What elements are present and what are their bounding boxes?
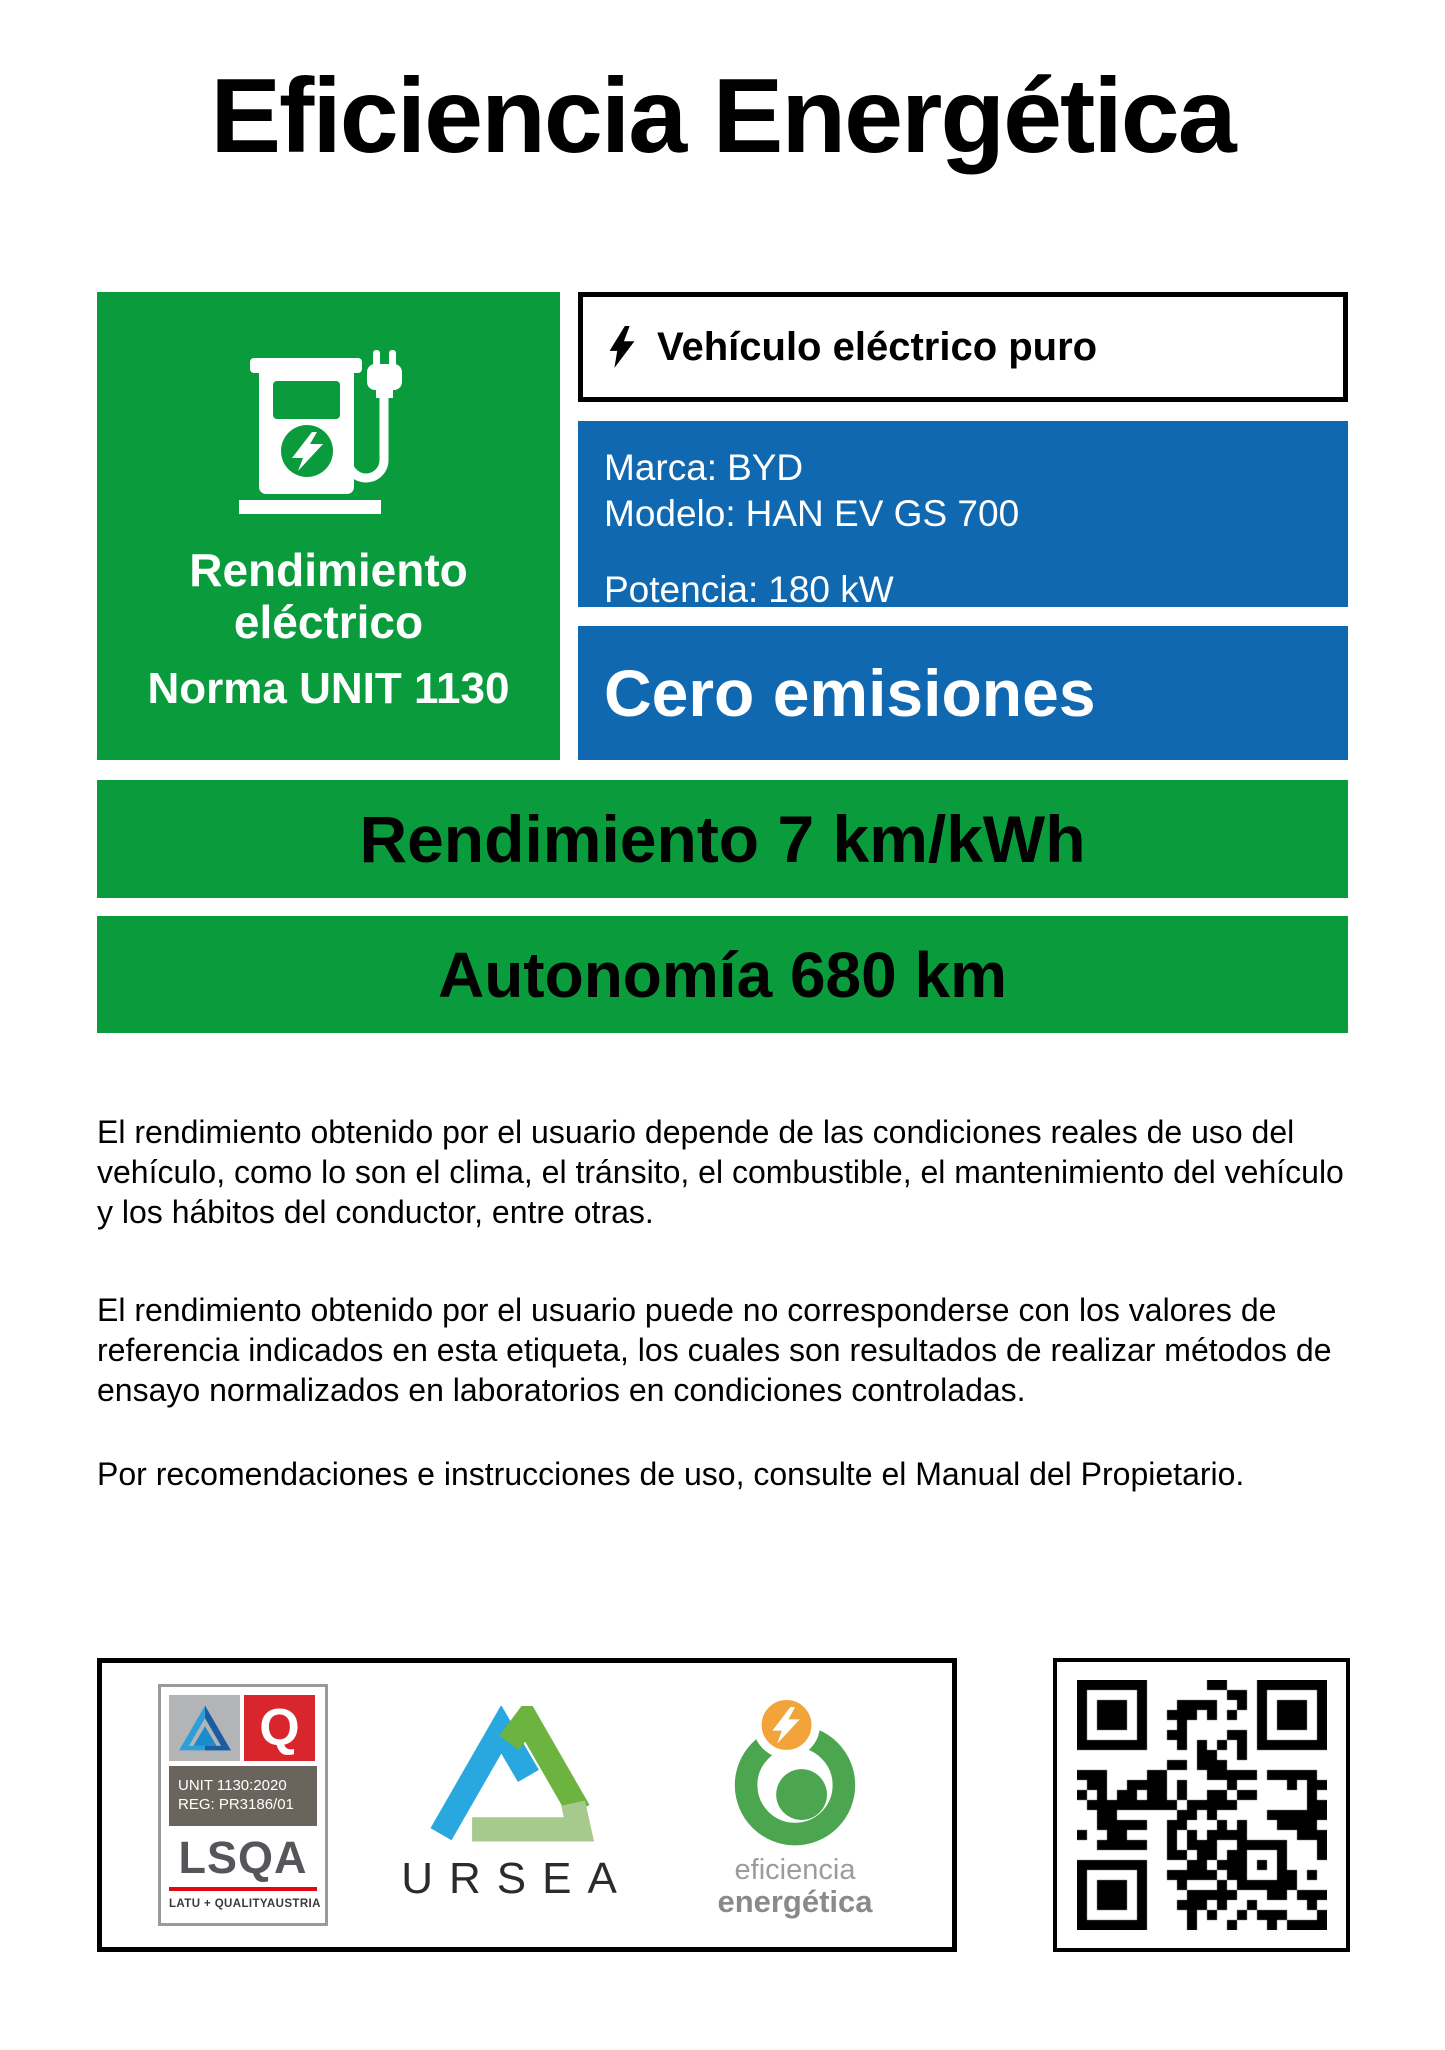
- model-label: Modelo:: [604, 493, 736, 534]
- lightning-bolt-icon: [609, 326, 635, 368]
- norm-label: Norma UNIT 1130: [147, 664, 510, 713]
- lsqa-triangle-square: [169, 1695, 240, 1761]
- qr-code-box: [1053, 1658, 1350, 1952]
- range-banner-label: Autonomía 680 km: [437, 938, 1008, 1011]
- lsqa-name: LSQA: [178, 1832, 308, 1883]
- lsqa-logo: [158, 1684, 328, 1926]
- lsqa-red-rule: [169, 1887, 317, 1891]
- lsqa-q-letter: Q: [259, 1699, 300, 1757]
- ee-logo-line2: energética: [717, 1883, 873, 1919]
- specs-box: [578, 421, 1348, 610]
- model-value: HAN EV GS 700: [745, 493, 1020, 534]
- range-banner: [97, 916, 1348, 1033]
- performance-banner: [97, 780, 1348, 898]
- lsqa-cert-line1: UNIT 1130:2020: [178, 1777, 287, 1794]
- lsqa-subtitle: LATU + QUALITYAUSTRIA: [169, 1898, 321, 1910]
- lsqa-squares: [169, 1695, 317, 1761]
- ursea-triangle-icon: [423, 1706, 595, 1842]
- spec-brand: [604, 445, 1348, 491]
- brand-value: BYD: [727, 447, 804, 488]
- ee-logo-line1: eficiencia: [734, 1853, 856, 1886]
- disclaimer-text: [97, 1112, 1359, 1494]
- vehicle-type-label: Vehículo eléctrico puro: [657, 324, 1098, 369]
- disclaimer-paragraph-3: Por recomendaciones e instrucciones de uso, consulte el Manual del Propietario.: [97, 1456, 1245, 1492]
- spec-power: [604, 567, 1348, 613]
- zero-emissions-label: Cero emisiones: [604, 656, 1096, 730]
- performance-banner-label: Rendimiento 7 km/kWh: [359, 802, 1086, 876]
- power-label: Potencia:: [604, 569, 759, 610]
- lsqa-cert-line2: REG: PR3186/01: [178, 1796, 294, 1813]
- spec-model: [604, 491, 1348, 537]
- power-value: 180 kW: [768, 569, 894, 610]
- lsqa-q-square: [244, 1695, 315, 1761]
- zero-emissions-box: [578, 626, 1348, 760]
- ursea-name: URSEA: [401, 1854, 633, 1903]
- eficiencia-energetica-icon: [715, 1693, 875, 1851]
- brand-label: Marca:: [604, 447, 718, 488]
- certification-logos-box: [97, 1658, 957, 1952]
- qr-code: [1077, 1680, 1327, 1930]
- lsqa-triangle-icon: [176, 1703, 234, 1753]
- rating-label-line2: eléctrico: [233, 596, 424, 648]
- rating-label-line1: Rendimiento: [189, 544, 468, 596]
- rating-panel: [97, 292, 560, 760]
- disclaimer-paragraph-1: El rendimiento obtenido por el usuario depende de las condiciones reales de uso del vehículo, como lo son el clima, el tránsito, el combustible, el mantenimiento del vehículo y los hábitos del conductor, entre otras.: [97, 1114, 1344, 1230]
- rating-label: [97, 544, 560, 648]
- disclaimer-paragraph-2: El rendimiento obtenido por el usuario puede no corresponderse con los valores de referencia indicados en esta etiqueta, los cuales son resultados de realizar métodos de ensayo normalizados en laboratorios en condiciones controladas.: [97, 1292, 1332, 1408]
- eficiencia-energetica-logo: [690, 1693, 900, 1918]
- lsqa-certification-bar: [169, 1766, 317, 1826]
- ursea-logo: [384, 1706, 634, 1904]
- vehicle-type-box: [578, 292, 1348, 402]
- page-title: Eficiencia Energética: [210, 57, 1235, 175]
- ev-charging-pump-icon: [224, 348, 434, 518]
